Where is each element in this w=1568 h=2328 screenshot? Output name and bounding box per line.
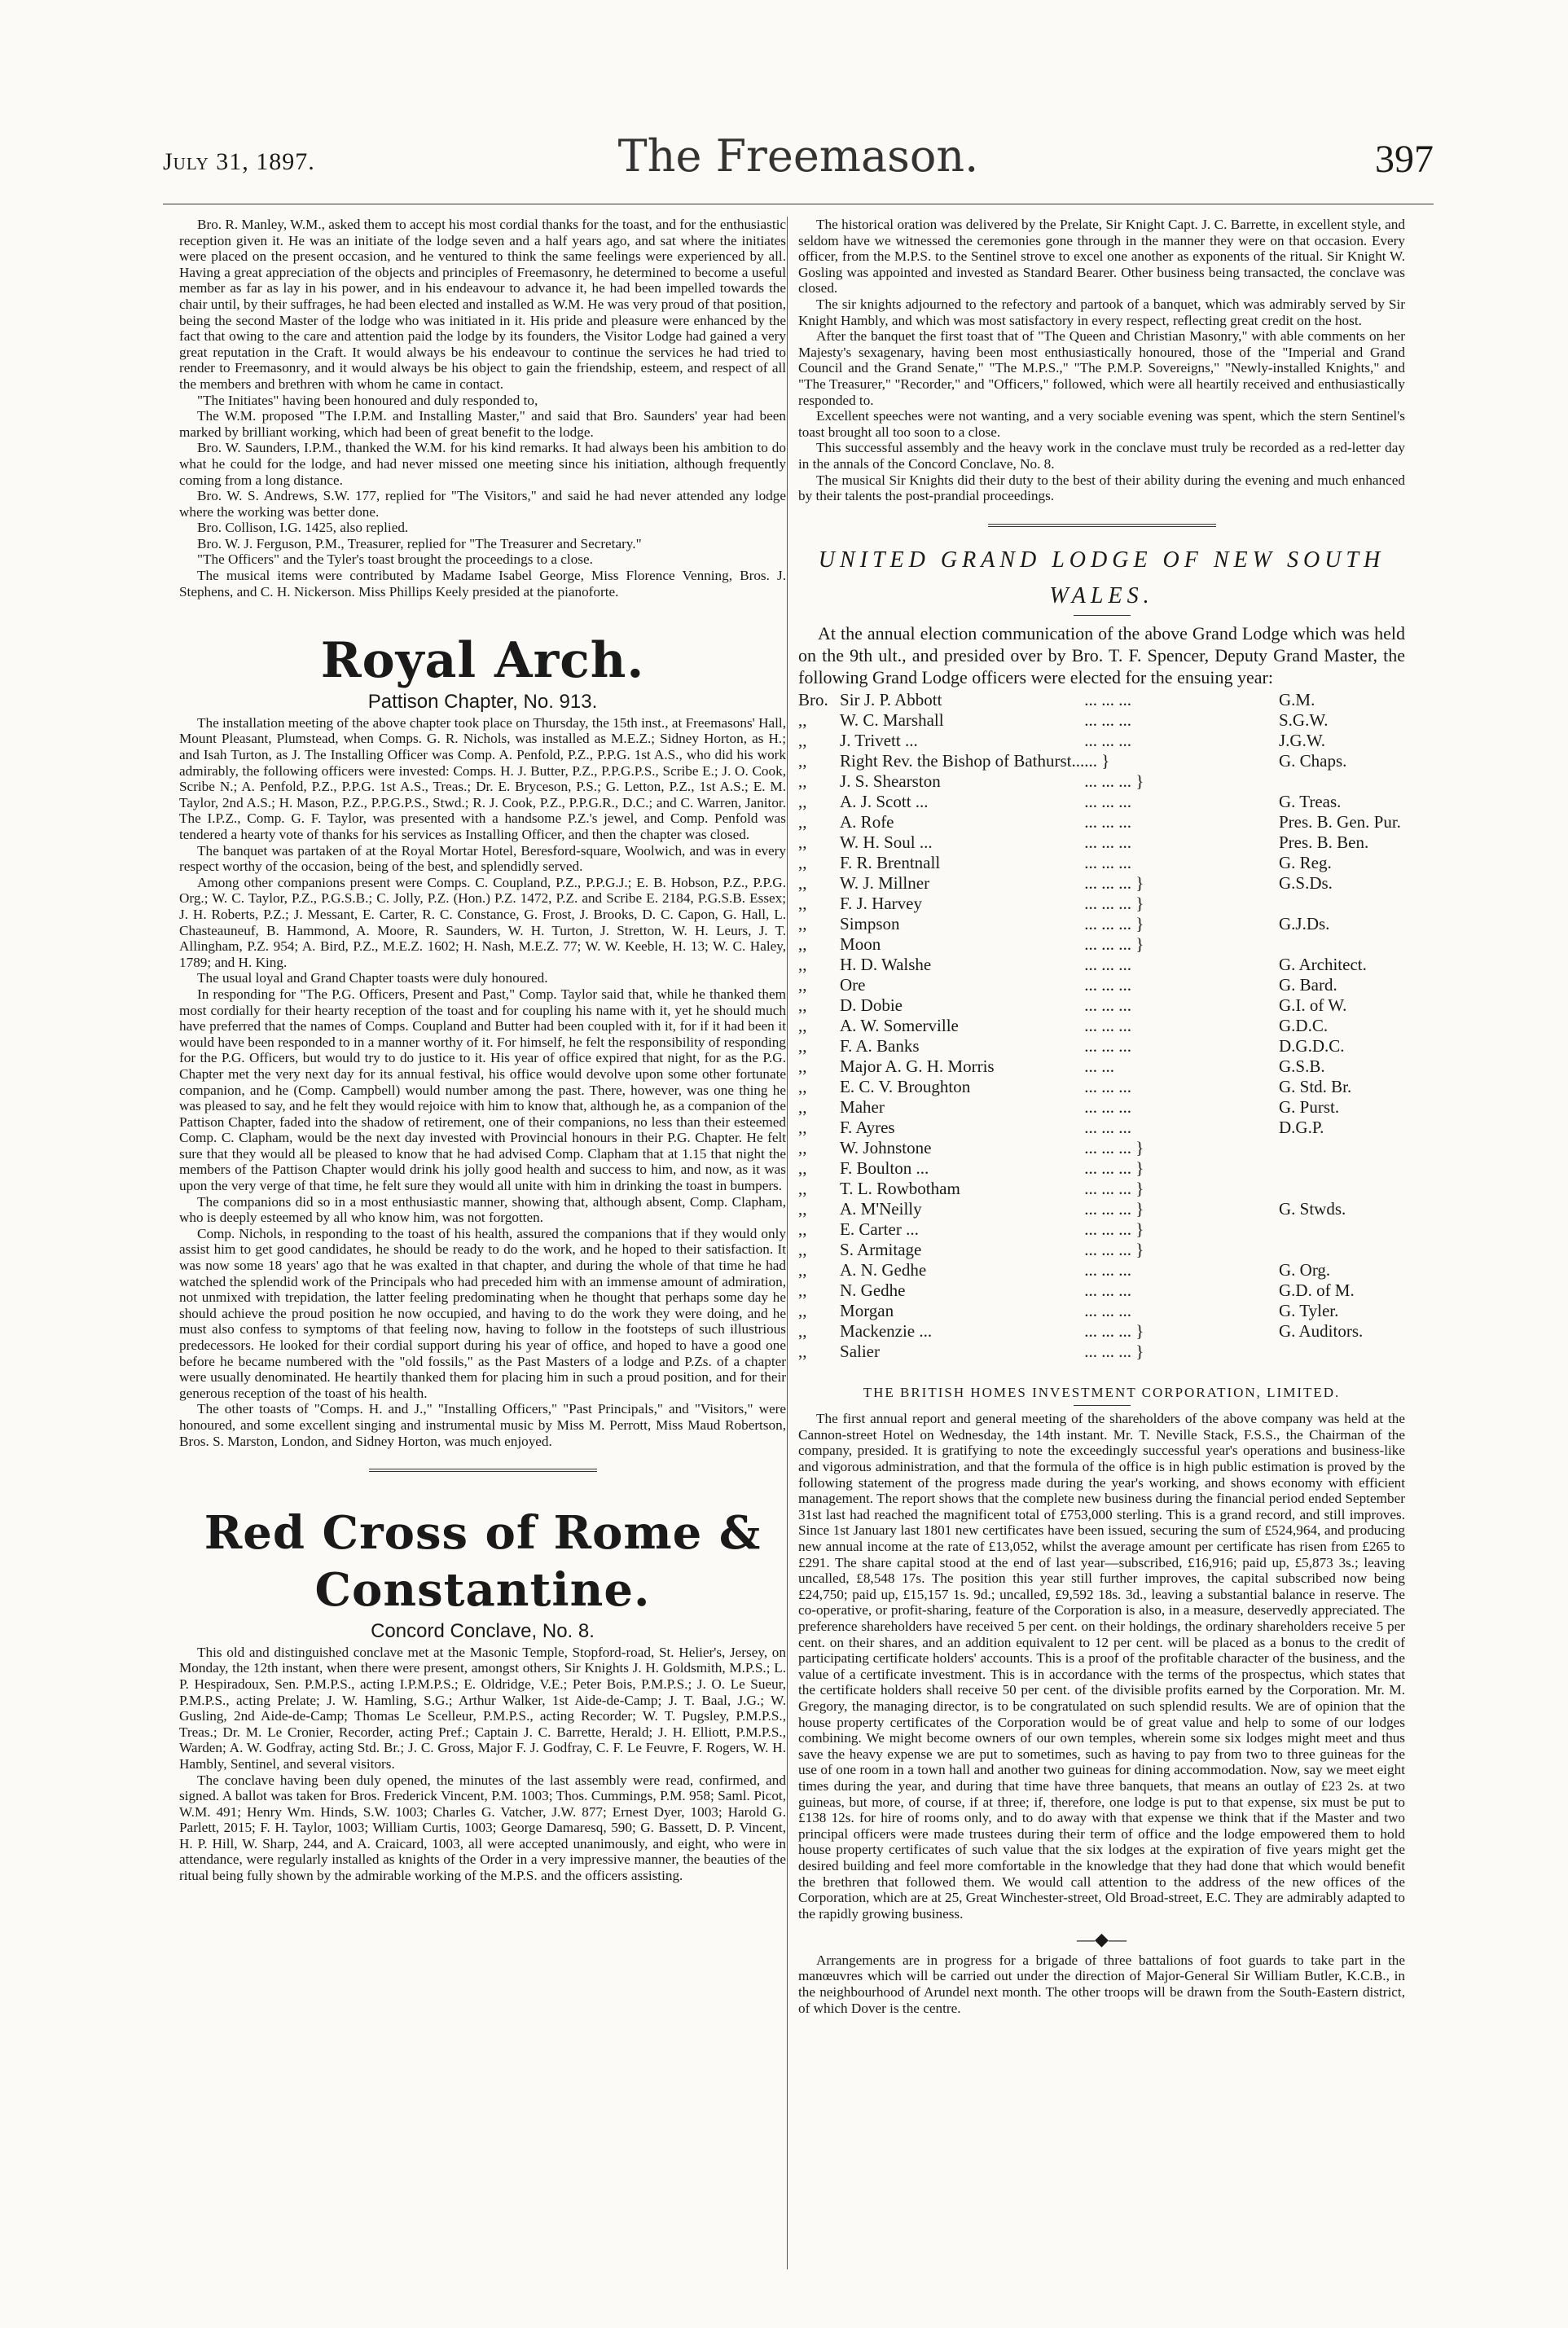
red-cross-report-continued	[798, 217, 1405, 504]
leader-dots: ... ... ...	[1084, 791, 1131, 811]
officer-name: S. Armitage	[840, 1239, 922, 1259]
officer-name: W. H. Soul ...	[840, 832, 933, 852]
leader-dots: ... ... ... }	[1084, 1239, 1144, 1259]
officer-office: S.G.W.	[1278, 709, 1329, 730]
leader-dots: ... ... ...	[1084, 974, 1131, 995]
pattison-chapter-subheading: Pattison Chapter, No. 913.	[367, 691, 598, 714]
officer-name: Maher	[840, 1096, 885, 1117]
officer-office	[1279, 1138, 1401, 1158]
paragraph: The sir knights adjourned to the refectory and partook of a banquet, which was admirably served by Sir Knight Hambly, and which was most satisfactory in every respect, reflecting great credit on the host.	[798, 296, 1405, 328]
officer-name: A. N. Gedhe	[840, 1259, 927, 1280]
leader-dots: ... ... ...	[1084, 1117, 1131, 1137]
officer-prefix: ,,	[798, 995, 807, 1015]
leader-dots: ... }	[1084, 750, 1110, 771]
officer-row	[798, 1260, 1401, 1280]
officer-row	[798, 1342, 1401, 1362]
officer-name: F. R. Brentnall	[840, 852, 941, 872]
officer-name: Major A. G. H. Morris	[840, 1056, 995, 1076]
officer-prefix: ,,	[798, 1076, 807, 1096]
leader-dots: ... ... ...	[1084, 852, 1131, 872]
left-column	[179, 217, 786, 1884]
officer-office: G.M.	[1278, 689, 1315, 709]
officer-name: J. Trivett ...	[840, 730, 918, 750]
officer-prefix: ,,	[798, 872, 807, 893]
paragraph: This successful assembly and the heavy work in the conclave must truly be recorded as a red-letter day in the annals of the Concord Conclave, No. 8.	[798, 440, 1405, 472]
officer-office	[1279, 894, 1401, 914]
officer-name: J. S. Shearston	[840, 771, 941, 791]
masthead-title: The Freemason.	[617, 130, 979, 182]
officer-row	[798, 1158, 1401, 1179]
leader-dots: ... ... ... }	[1084, 1198, 1144, 1219]
officer-row	[798, 1219, 1401, 1240]
officer-office: G. Reg.	[1278, 852, 1332, 872]
officer-office: Pres. B. Ben.	[1278, 832, 1369, 852]
officer-name: W. J. Millner	[840, 872, 930, 893]
leader-dots: ... ... ...	[1084, 1015, 1131, 1035]
leader-dots: ... ... ... }	[1084, 893, 1144, 913]
leader-dots: ... ... ...	[1084, 730, 1131, 750]
officer-prefix: ,,	[798, 852, 807, 872]
leader-dots: ... ... ...	[1084, 1076, 1131, 1096]
paragraph: The first annual report and general meeting of the shareholders of the above company was held at the Cannon-street Hotel on Wednesday, the 14th instant. Mr. T. Neville Stack, F.S.S., the Chairman of the company, presided. It is gratifying to note the exceedingly successful year's operations and business-like and vigorous administration, and that the formula of the office is in high public estimation is proved by the following statement of the progress made during the year's working, and shows economy with efficient management. The report shows that the complete new business during the financial period ended September 31st last had reached the magnificent total of £753,000 sterling. This is a grand record, and still improves. Since 1st January last 1801 new certificates have been issued, securing the sum of £524,964, and producing new annual income at the rate of £13,052, whilst the average amount per certificate has risen from £265 to £291. The share capital stood at the end of last year—subscribed, £16,916; paid up, £5,873 3s.; leaving uncalled, £8,548 17s. The position this year still further improves, the capital subscribed now being £24,750; paid up, £15,157 1s. 9d.; uncalled, £9,592 18s. 3d., leaving a substantial balance in reserve. The co-operative, or profit-sharing, feature of the Corporation is also, in a measure, deservedly appreciated. The preference shareholders have received 5 per cent. on their holdings, the ordinary shareholders receive 5 per cent. on their shares, and an addition equivalent to 12 per cent. will be placed as a bonus to the credit of participating certificate holders' accounts. This is a proof of the profitable character of the business, and the value of a certificate investment. This is in accordance with the terms of the prospectus, which states that the certificate holders shall receive 50 per cent. of the divisible profits earned by the Corporation. Mr. M. Gregory, the managing director, is to be congratulated on such splendid results. We are of opinion that the house property certificates of the Corporation would be of great value and help to some of our lodges combining. We might become owners of our own temples, wherein some six lodges might meet and thus save the heavy expense we are put to sometimes, such as having to pay from two to three guineas for the use of one room in a town hall and another two guineas for dining accommodation. Now, say we meet eight times during the year, and during that time have three banquets, that means an outlay of £23 2s. at two guineas, but more, of course, if at three; if, therefore, one lodge is put to that expense, six must be put to £138 12s. for hire of rooms only, and to do away with that expense we think that if the Master and two principal officers were made trustees during their term of office and the lodge empowered them to hold house property certificates of such value that the six lodges at the expiration of five years might get the desired building and feel more comfortable in the knowledge that they had done that which would benefit the brethren that followed them. We would call attention to the address of the new offices of the Corporation, which are at 25, Great Winchester-street, Old Broad-street, E.C. They are admirably adapted to the rapidly growing business.	[798, 1411, 1405, 1922]
officer-prefix: Bro.	[798, 689, 828, 709]
officer-office: G.S.B.	[1278, 1056, 1325, 1076]
red-cross-report	[179, 1645, 786, 1884]
page-header	[163, 130, 1434, 195]
ugl-intro: At the annual election communication of the above Grand Lodge which was held on the 9th ult., and presided over by Bro. T. F. Spencer, Deputy Grand Master, the following Grand Lodge officers were elected for the ensuing year:	[798, 622, 1405, 687]
right-column	[798, 217, 1405, 2016]
officer-name: Simpson	[840, 913, 900, 933]
paragraph: Bro. Collison, I.G. 1425, also replied.	[197, 520, 409, 536]
paragraph: The conclave having been duly opened, the minutes of the last assembly were read, confirmed, and signed. A ballot was taken for Bros. Frederick Vincent, P.M. 1003; Thos. Cummings, P.M. 958; Saml. Picot, W.M. 491; Henry Wm. Hinds, S.W. 1003; Charles G. Vatcher, J.W. 877; Ernest Dyer, 1003; Harold G. Parlett, 2015; F. H. Taylor, 1003; William Curtis, 1003; George Damaresq, 590; G. Bassett, D. P. Vincent, H. P. Hill, W. Sharp, 244, and A. Craicard, 1003, all were accepted unanimously, and eight, who were in attendance, were regularly installed as knights of the Order in a very impressive manner, the beauties of the ritual being fully shown by the admirable working of the M.P.S. and the officers assisting.	[179, 1772, 786, 1884]
section-divider	[988, 524, 1216, 527]
officer-office: G. Architect.	[1278, 954, 1367, 974]
issue-date: July 31, 1897.	[163, 148, 315, 175]
officer-prefix: ,,	[798, 1015, 807, 1035]
officer-name: T. L. Rowbotham	[840, 1178, 960, 1198]
paragraph: The banquet was partaken of at the Royal Mortar Hotel, Beresford-square, Woolwich, and was in every respect worthy of the occasion, being of the best, and splendidly served.	[179, 842, 786, 875]
section-divider	[369, 1469, 597, 1472]
officer-office	[1279, 1240, 1401, 1260]
officer-office: G. Chaps.	[1278, 750, 1347, 771]
red-cross-heading: Red Cross of Rome & Constantine.	[204, 1506, 762, 1618]
leader-dots: ... ... ... }	[1084, 1178, 1144, 1198]
officer-name: E. Carter ...	[840, 1219, 919, 1239]
officer-prefix: ,,	[798, 791, 807, 811]
officer-prefix: ,,	[798, 913, 807, 933]
officer-name: F. Boulton ...	[840, 1157, 929, 1178]
bhic-heading: THE BRITISH HOMES INVESTMENT CORPORATION, LIMITED.	[863, 1384, 1341, 1400]
short-rule	[1074, 615, 1131, 616]
officer-row	[798, 975, 1401, 995]
paragraph: Bro. W. Saunders, I.P.M., thanked the W.M. for his kind remarks. It had always been his ambition to do what he could for the lodge, and had never missed one meeting since his initiation, although frequently coming from a long distance.	[179, 440, 786, 488]
officer-prefix: ,,	[798, 1157, 807, 1178]
paragraph: Comp. Nichols, in responding to the toast of his health, assured the companions that if they would only assist him to get good candidates, he should be ready to do the work, and he hoped to their satisfaction. It was now some 18 years' ago that he was exalted in that chapter, and during the whole of that time he had watched the splendid work of the Principals who had preceded him with an immense amount of admiration, not unmixed with trepidation, the latter feeling predominating when he thought that perhaps some day he should achieve the proud position he now occupied, and having to do the work they were doing, and he must also confess to symptoms of that feeling now, having to follow in the footsteps of such illustrious predecessors. He looked for their cordial support during his year of office, and hoped to have a good one before he became numbered with the "old fossils," as the Past Masters of a lodge and P.Zs. of a chapter were usually denominated. He heartily thanked them for placing him in such a proud position, and for their generous reception of the toast of his health.	[179, 1225, 786, 1401]
officer-office: G. Stwds.	[1278, 1198, 1346, 1219]
officer-office: G. Bard.	[1278, 974, 1337, 995]
leader-dots: ... ... ...	[1084, 1280, 1131, 1300]
officer-name: W. Johnstone	[840, 1137, 932, 1157]
officer-prefix: ,,	[798, 1280, 807, 1300]
officer-office: D.G.P.	[1278, 1117, 1324, 1137]
officer-prefix: ,,	[798, 954, 807, 974]
leader-dots: ... ... ...	[1084, 811, 1131, 832]
officer-office	[1279, 1219, 1401, 1240]
leader-dots: ... ... ... }	[1084, 1341, 1144, 1361]
paragraph: In responding for "The P.G. Officers, Present and Past," Comp. Taylor said that, while he thanked them most cordially for their hearty reception of the toast and for coupling his name with it, yet he should much have preferred that the names of Comps. Coupland and Butter had been coupled with it, for if it had been it would have been responded to in a manner worthy of it. For himself, he felt the responsibility of responding for the P.G. Officers, but would try to do justice to it. His year of office expired that night, for as the P.G. Chapter met the very next day for its annual festival, his office would devolve upon some other fortunate companion, and he (Comp. Campbell) would number among the past. There, however, was one thing he was pleased to say, and he felt they would rejoice with him to know that, although he, as a companion of the Pattison Chapter, faded into the shadow of retirement, one of their companions, no less than their esteemed Comp. C. Clapham, would be the next day invested with Provincial honours in their P.G. Chapter. He felt sure that they would all be pleased to know that he had advised Comp. Clapham that at 1.15 that night the members of the Pattison Chapter would drink his jolly good health and success to him, and now, as it was upon the very verge of that time, he felt sure they would all unite with him in drinking the toast in bumpers.	[179, 986, 786, 1194]
officer-row	[798, 710, 1401, 731]
officer-office: G. Tyler.	[1278, 1300, 1339, 1320]
leader-dots: ... ... ...	[1084, 689, 1131, 709]
officer-office: G.I. of W.	[1278, 995, 1347, 1015]
officer-office	[1279, 1179, 1401, 1199]
officer-row	[798, 812, 1401, 832]
paragraph: The usual loyal and Grand Chapter toasts were duly honoured.	[197, 970, 548, 986]
leader-dots: ... ... ... }	[1084, 1219, 1144, 1239]
concord-conclave-subheading: Concord Conclave, No. 8.	[371, 1620, 595, 1643]
officer-office: G.S.Ds.	[1278, 872, 1333, 893]
page-number: 397	[1375, 138, 1434, 181]
officer-prefix: ,,	[798, 1320, 807, 1341]
officer-row	[798, 1036, 1401, 1056]
officer-office	[1279, 1158, 1401, 1179]
leader-dots: ... ... ...	[1084, 995, 1131, 1015]
officer-row	[798, 771, 1401, 792]
officer-prefix: ,,	[798, 1198, 807, 1219]
paragraph: This old and distinguished conclave met at the Masonic Temple, Stopford-road, St. Helier's, Jersey, on Monday, the 12th instant, when there were present, amongst others, Sir Knights J. H. Goldsmith, M.P.S.; L. P. Hespiradoux, Sen. P.M.P.S., acting I.P.M.P.S.; E. Oldridge, V.E.; Peter Bois, P.M.P.S.; J. O. Le Sueur, P.M.P.S., acting Prelate; J. W. Hamling, S.G.; Arthur Walker, 1st Aide-de-Camp; J. T. Baal, J.G.; W. Gusling, 2nd Aide-de-Camp; Thomas Le Scelleur, P.M.P.S., acting Recorder; W. T. Pugsley, P.M.P.S., Treas.; Dr. M. Le Cronier, Recorder, acting Pref.; Captain J. C. Barrette, Herald; J. H. Elliott, P.M.P.S., Warden; A. W. Godfray, acting Std. Br.; J. C. Gross, Major F. J. Godfray, C. F. Le Feuvre, F. Rogers, W. H. Hambly, Sentinel, and several visitors.	[179, 1644, 786, 1772]
officer-prefix: ,,	[798, 1239, 807, 1259]
short-rule	[1074, 1405, 1131, 1406]
officer-name: Morgan	[840, 1300, 894, 1320]
officer-office: G.D.C.	[1278, 1015, 1329, 1035]
officer-row	[798, 1280, 1401, 1301]
paragraph: The other toasts of "Comps. H. and J.," "Installing Officers," "Past Principals," and "Visitors," were honoured, and some excellent singing and instrumental music by Miss M. Perrott, Miss Maud Robertson, Bros. S. Marston, London, and Sidney Horton, was much enjoyed.	[179, 1401, 786, 1449]
officer-prefix: ,,	[798, 1300, 807, 1320]
officer-row	[798, 1179, 1401, 1199]
bhic-report	[798, 1411, 1405, 1922]
officer-name: Right Rev. the Bishop of Bathurst...	[840, 750, 1085, 771]
officer-row	[798, 955, 1401, 975]
paragraph: Bro. W. S. Andrews, S.W. 177, replied for "The Visitors," and said he had never attended any lodge where the working was better done.	[179, 488, 786, 520]
leader-dots: ... ... ...	[1084, 1096, 1131, 1117]
officer-office	[1279, 1342, 1401, 1362]
officer-office: G. Std. Br.	[1278, 1076, 1352, 1096]
paragraph: The companions did so in a most enthusiastic manner, showing that, although absent, Comp. Clapham, who is deeply esteemed by all who know him, was not forgotten.	[179, 1193, 786, 1226]
officer-row	[798, 1240, 1401, 1260]
officer-prefix: ,,	[798, 1341, 807, 1361]
officer-office: Pres. B. Gen. Pur.	[1278, 811, 1401, 832]
officer-prefix: ,,	[798, 1096, 807, 1117]
royal-arch-heading: Royal Arch.	[320, 632, 645, 690]
officer-prefix: ,,	[798, 1178, 807, 1198]
leader-dots: ... ...	[1084, 1056, 1114, 1076]
officer-row	[798, 1138, 1401, 1158]
officer-row	[798, 1321, 1401, 1342]
officer-row	[798, 1077, 1401, 1097]
paragraph: The historical oration was delivered by the Prelate, Sir Knight Capt. J. C. Barrette, in excellent style, and seldom have we witnessed the ceremonies gone through in the manner they were on that occasion. Every officer, from the M.P.S. to the Sentinel strove to excel one another as exponents of the ritual. Sir Knight W. Gosling was appointed and invested as Standard Bearer. Other business being transacted, the conclave was closed.	[798, 217, 1405, 296]
officer-office: G. Org.	[1278, 1259, 1331, 1280]
officer-row	[798, 914, 1401, 934]
leader-dots: ... ... ... }	[1084, 1137, 1144, 1157]
paragraph: Among other companions present were Comps. C. Coupland, P.Z., P.P.G.J.; E. B. Hobson, P.Z., P.P.G. Org.; W. C. Taylor, P.Z., P.G.S.B.; C. Jolly, P.Z. (Hon.) P.Z. 1472, P.Z. and Scribe E. 2184, P.G.S.B. Essex; J. H. Roberts, P.Z.; J. Messant, E. Carter, R. C. Constance, G. Frost, J. Brooks, D. C. Capon, G. Hall, L. Chasteauneuf, B. Hammond, A. Moore, R. Saunders, W. H. Turton, J. Stretton, W. H. Leurs, J. T. Allingham, P.Z. 954; A. Bird, P.Z., M.E.Z. 1602; H. Nash, M.E.Z. 77; W. W. Keeble, H. 13; W. C. Haley, 1789; and H. King.	[179, 874, 786, 970]
officer-name: A. W. Somerville	[840, 1015, 959, 1035]
paragraph: "The Officers" and the Tyler's toast brought the proceedings to a close.	[197, 551, 593, 568]
officer-name: Moon	[840, 933, 881, 954]
officer-name: F. Ayres	[840, 1117, 895, 1137]
officer-prefix: ,,	[798, 750, 807, 771]
officer-row	[798, 832, 1401, 853]
officer-office: G.J.Ds.	[1278, 913, 1330, 933]
officer-prefix: ,,	[798, 893, 807, 913]
paragraph: Excellent speeches were not wanting, and a very sociable evening was spent, which the stern Sentinel's toast brought all too soon to a close.	[798, 408, 1405, 440]
paragraph: After the banquet the first toast that of "The Queen and Christian Masonry," with able comments on her Majesty's sexagenary, having been most enthusiastically honoured, those of the "Imperial and Grand Council and the Grand Senate," "The M.P.S.," "The P.M.P. Sovereigns," "Newly-installed Knights," and "The Treasurer," "Recorder," and "Officers," followed, which were all heartily received and enthusiastically responded to.	[798, 328, 1405, 408]
officer-prefix: ,,	[798, 709, 807, 730]
officer-name: H. D. Walshe	[840, 954, 932, 974]
officer-prefix: ,,	[798, 1056, 807, 1076]
officer-prefix: ,,	[798, 730, 807, 750]
officer-name: A. M'Neilly	[840, 1198, 922, 1219]
officer-row	[798, 1016, 1401, 1036]
officer-office: G.D. of M.	[1278, 1280, 1355, 1300]
officer-office	[1279, 934, 1401, 955]
leader-dots: ... ... ... }	[1084, 872, 1144, 893]
paragraph: "The Initiates" having been honoured and duly responded to,	[197, 392, 538, 408]
officer-name: N. Gedhe	[840, 1280, 906, 1300]
final-note: Arrangements are in progress for a brigade of three battalions of foot guards to take part in the manœuvres which will be carried out under the direction of Major-General Sir William Butler, K.C.B., in the neighbourhood of Arundel next month. The other troops will be drawn from the South-Eastern district, of which Dover is the centre.	[798, 1952, 1405, 2016]
officer-row	[798, 894, 1401, 914]
paragraph: Bro. W. J. Ferguson, P.M., Treasurer, replied for "The Treasurer and Secretary."	[197, 535, 642, 551]
officer-office: J.G.W.	[1278, 730, 1325, 750]
officer-prefix: ,,	[798, 811, 807, 832]
officer-office: G. Treas.	[1278, 791, 1342, 811]
officer-name: A. J. Scott ...	[840, 791, 929, 811]
officer-prefix: ,,	[798, 771, 807, 791]
officer-row	[798, 792, 1401, 812]
officer-row	[798, 1199, 1401, 1219]
officer-name: Mackenzie ...	[840, 1320, 933, 1341]
officer-prefix: ,,	[798, 1035, 807, 1056]
officer-prefix: ,,	[798, 832, 807, 852]
officer-name: D. Dobie	[840, 995, 903, 1015]
ugl-heading-line2: WALES.	[1049, 582, 1154, 608]
officer-row	[798, 995, 1401, 1016]
leader-dots: ... ... ...	[1084, 832, 1131, 852]
paragraph: The installation meeting of the above chapter took place on Thursday, the 15th inst., at Freemasons' Hall, Mount Pleasant, Plumstead, when Comps. G. R. Nichols, was installed as M.E.Z.; Sidney Horton, as H.; and Isah Turton, as J. The Installing Officer was Comp. A. Penfold, P.Z., P.P.G. 1st A.S., who did his work admirably, the following officers were invested: Comps. H. J. Butter, P.Z., P.P.G.P.S., Scribe E.; J. O. Cook, Scribe N.; A. Penfold, P.Z., P.P.G. 1st A.S., Treas.; Dr. E. Bryceson, P.S.; G. Letton, P.Z., 1st A.S.; E. M. Taylor, 2nd A.S.; H. Mason, P.Z., P.P.G.P.S., Stwd.; R. J. Cook, P.Z., P.P.G.R., D.C.; and C. Warren, Janitor. The I.P.Z., Comp. G. F. Taylor, was presented with a handsome P.Z.'s jewel, and Comp. Penfold was tendered a hearty vote of thanks for his services as Installing Officer, and then the chapter was closed.	[179, 714, 786, 842]
officer-name: F. A. Banks	[840, 1035, 920, 1056]
officer-prefix: ,,	[798, 1137, 807, 1157]
officer-prefix: ,,	[798, 1259, 807, 1280]
leader-dots: ... ... ... }	[1084, 913, 1144, 933]
officer-row	[798, 690, 1401, 710]
officer-row	[798, 934, 1401, 955]
officer-row	[798, 1097, 1401, 1118]
paragraph: The W.M. proposed "The I.P.M. and Installing Master," and said that Bro. Saunders' year had been marked by brilliant working, which had been of great benefit to the lodge.	[179, 408, 786, 440]
officer-row	[798, 1118, 1401, 1138]
leader-dots: ... ... ...	[1084, 1259, 1131, 1280]
officer-name: Ore	[840, 974, 866, 995]
officer-name: F. J. Harvey	[840, 893, 922, 913]
officer-office: G. Auditors.	[1278, 1320, 1364, 1341]
paragraph: The musical items were contributed by Madame Isabel George, Miss Florence Venning, Bros. J. Stephens, and C. H. Nickerson. Miss Phillips Keely presided at the pianoforte.	[179, 568, 786, 600]
paragraph: Bro. R. Manley, W.M., asked them to accept his most cordial thanks for the toast, and for the enthusiastic reception given it. He was an initiate of the lodge seven and a half years ago, and sat where the initiates were placed on the present occasion, and he ventured to think the same feelings were experienced by all. Having a great appreciation of the objects and principles of Freemasonry, he determined to become a useful member as far as lay in his power, and in his endeavour to advance it, he had been impelled towards the chair until, by their suffrages, he had been elected and installed as W.M. He was very proud of that position, being the second Master of the lodge who was initiated in it. His pride and pleasure were enhanced by the fact that owing to the care and attention paid the lodge by its founders, the Visitor Lodge had gained a very great reputation in the Craft. It would always be his endeavour to continue the services he had tried to render to Freemasonry, and it would always be his object to gain the friendship, esteem, and respect of all the members and brethren with whom he came in contact.	[179, 217, 786, 392]
royal-arch-report	[179, 715, 786, 1449]
ornament-glyph: —◆—	[1077, 1929, 1127, 1950]
leader-dots: ... ... ...	[1084, 1300, 1131, 1320]
ugl-heading-line1: UNITED GRAND LODGE OF NEW SOUTH	[818, 547, 1386, 573]
lodge-report-continued	[179, 217, 786, 600]
officer-prefix: ,,	[798, 1219, 807, 1239]
paragraph: The musical Sir Knights did their duty to the best of their ability during the evening and much enhanced by their talents the post-prandial proceedings.	[798, 472, 1405, 504]
officers-table	[798, 690, 1401, 1362]
officer-name: A. Rofe	[840, 811, 894, 832]
column-separator	[787, 217, 788, 2269]
leader-dots: ... ... ...	[1084, 954, 1131, 974]
officer-prefix: ,,	[798, 974, 807, 995]
leader-dots: ... ... ...	[1084, 1035, 1131, 1056]
officer-prefix: ,,	[798, 933, 807, 954]
officer-office: G. Purst.	[1278, 1096, 1340, 1117]
leader-dots: ... ... ... }	[1084, 771, 1144, 791]
officer-row	[798, 853, 1401, 873]
officer-row	[798, 751, 1401, 771]
leader-dots: ... ... ... }	[1084, 1320, 1144, 1341]
officer-row	[798, 1301, 1401, 1321]
leader-dots: ... ... ... }	[1084, 1157, 1144, 1178]
officer-row	[798, 731, 1401, 751]
officer-name: Salier	[840, 1341, 880, 1361]
leader-dots: ... ... ...	[1084, 709, 1131, 730]
officer-row	[798, 873, 1401, 894]
officer-office	[1279, 771, 1401, 792]
officer-name: E. C. V. Broughton	[840, 1076, 971, 1096]
officer-name: W. C. Marshall	[840, 709, 944, 730]
leader-dots: ... ... ... }	[1084, 933, 1144, 954]
officer-name: Sir J. P. Abbott	[840, 689, 942, 709]
officer-prefix: ,,	[798, 1117, 807, 1137]
officer-office: D.G.D.C.	[1278, 1035, 1345, 1056]
officer-row	[798, 1056, 1401, 1077]
